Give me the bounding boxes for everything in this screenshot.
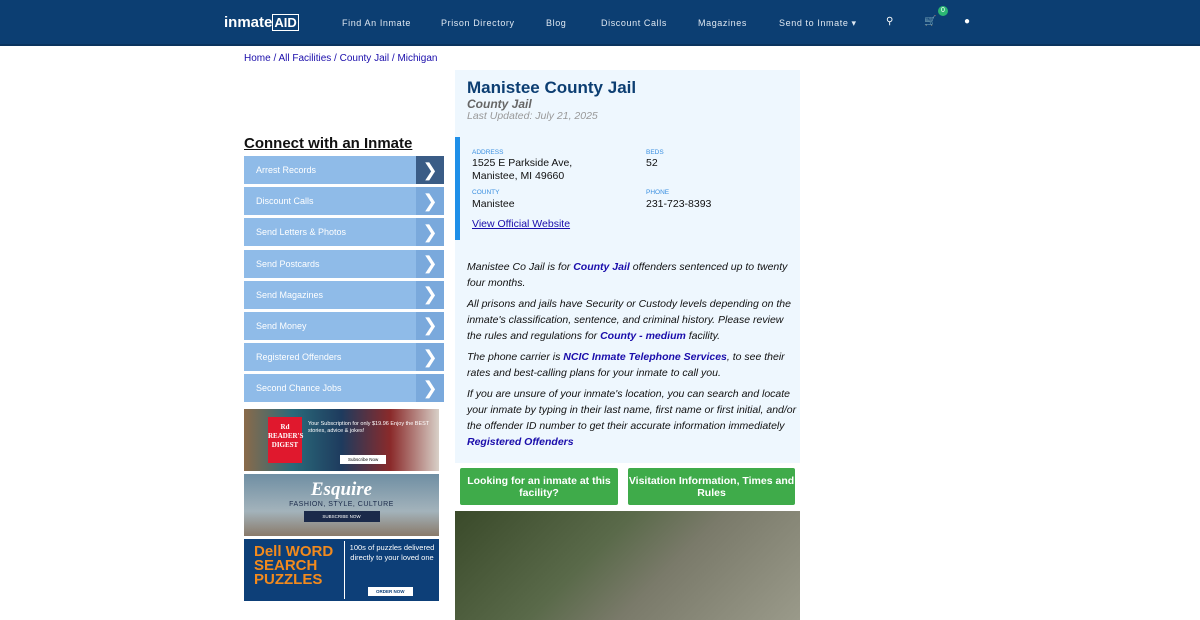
county-value: Manistee [472,198,515,210]
item-label: Send Letters & Photos [256,227,347,238]
facility-name: Manistee County Jail [467,78,637,97]
facility-aerial-map[interactable] [455,511,800,620]
county-jail-link[interactable]: County Jail [573,261,630,273]
last-updated: Last Updated: July 21, 2025 [467,110,598,122]
chevron-right-icon: ❯ [416,156,444,184]
sidebar-item-second-chance-jobs[interactable] [244,374,444,402]
visitation-button[interactable]: Visitation Information, Times and Rules [628,468,795,505]
sidebar-menu [244,156,444,406]
ncic-link[interactable]: NCIC Inmate Telephone Services [563,351,727,363]
crumb-michigan[interactable]: Michigan [397,53,438,64]
sidebar-item-discount-calls[interactable] [244,187,444,215]
chevron-right-icon: ❯ [416,250,444,278]
item-label: Registered Offenders [256,352,342,363]
sidebar-item-send-postcards[interactable] [244,250,444,278]
chevron-right-icon: ❯ [416,281,444,309]
cart-badge: 0 [938,6,948,16]
item-label: Second Chance Jobs [256,383,342,394]
chevron-right-icon: ❯ [416,187,444,215]
beds-label: BEDS [646,149,664,156]
text: Manistee Co Jail is for [467,261,574,273]
nav-prison-directory[interactable]: Prison Directory [441,18,515,28]
address-line1: 1525 E Parkside Ave, [472,157,573,169]
text: If you are unsure of your inmate's location, you can search and locate your inmate by typing in their last name, first name or first initial, and/or the offender ID number to get their accurate information immediately [467,388,797,432]
crumb-all-facilities[interactable]: All Facilities [278,53,332,64]
top-nav [0,0,1200,46]
find-inmate-button[interactable]: Looking for an inmate at this facility? [460,468,618,505]
ad-text: 100s of puzzles delivered directly to your loved one [349,543,435,562]
facility-description [467,259,797,455]
text: , to see their rates and best-calling plans for your inmate to call you. [467,351,785,379]
esquire-ad[interactable] [244,474,439,536]
address-label: ADDRESS [472,149,504,156]
word-search-ad[interactable] [244,539,439,601]
readers-digest-ad[interactable] [244,409,439,471]
beds-value: 52 [646,157,658,169]
sidebar-item-registered-offenders[interactable] [244,343,444,371]
phone-label: PHONE [646,189,670,196]
ad-cta: SUBSCRIBE NOW [304,511,380,522]
sidebar-item-send-letters[interactable] [244,218,444,246]
item-label: Send Magazines [256,289,324,300]
item-label: Discount Calls [256,196,314,207]
nav-blog[interactable]: Blog [546,18,567,28]
sidebar-heading: Connect with an Inmate [244,135,413,152]
county-label: COUNTY [472,189,500,196]
ad-cta: ORDER NOW [368,587,413,596]
sidebar-item-send-magazines[interactable] [244,281,444,309]
search-icon[interactable]: ⚲ [886,16,894,27]
ad-cta: Subscribe Now [340,455,386,464]
phone-value: 231-723-8393 [646,198,712,210]
text: All prisons and jails have Security or Custody levels depending on the inmate's classification, sentence, and criminal history. Please review the rules and regulations for [467,298,791,342]
crumb-home[interactable]: Home [244,53,271,64]
county-medium-link[interactable]: County - medium [600,330,686,342]
nav-find-inmate[interactable]: Find An Inmate [342,18,411,28]
item-label: Send Money [256,320,307,331]
facility-type: County Jail [467,97,532,111]
ad-brand: Esquire [310,479,373,500]
item-label: Send Postcards [256,258,320,269]
ad-brand: Rd READER'S DIGEST [268,417,302,463]
chevron-right-icon: ❯ [416,343,444,371]
info-accent-bar [455,137,460,240]
chevron-right-icon: ❯ [416,374,444,402]
text: offenders sentenced up to twenty four months. [467,261,788,289]
ad-text: FASHION, STYLE, CULTURE [289,501,394,508]
ad-brand: Dell WORD SEARCH PUZZLES [254,543,334,588]
nav-magazines[interactable]: Magazines [698,18,747,28]
nav-send-to-inmate[interactable]: Send to Inmate ▾ [779,18,857,28]
text: The phone carrier is [467,351,564,363]
chevron-right-icon: ❯ [416,218,444,246]
nav-discount-calls[interactable]: Discount Calls [601,18,667,28]
sidebar-item-arrest-records[interactable] [244,156,444,184]
chevron-right-icon: ❯ [416,312,444,340]
item-label: Arrest Records [256,165,317,175]
text: facility. [685,330,721,342]
cart-icon[interactable]: 🛒 [924,16,937,27]
user-icon[interactable]: ● [964,16,971,27]
registered-offenders-link[interactable]: Registered Offenders [467,436,574,448]
crumb-county-jail[interactable]: County Jail [339,53,390,64]
breadcrumb: Home / All Facilities / County Jail / Michigan [244,53,438,64]
sidebar-item-send-money[interactable] [244,312,444,340]
official-website-link[interactable]: View Official Website [472,218,571,230]
address-line2: Manistee, MI 49660 [472,170,565,182]
logo[interactable]: inmate AID [224,14,297,31]
ad-text: Your Subscription for only $19.96 Enjoy the BEST stories, advice & jokes! [308,421,430,434]
